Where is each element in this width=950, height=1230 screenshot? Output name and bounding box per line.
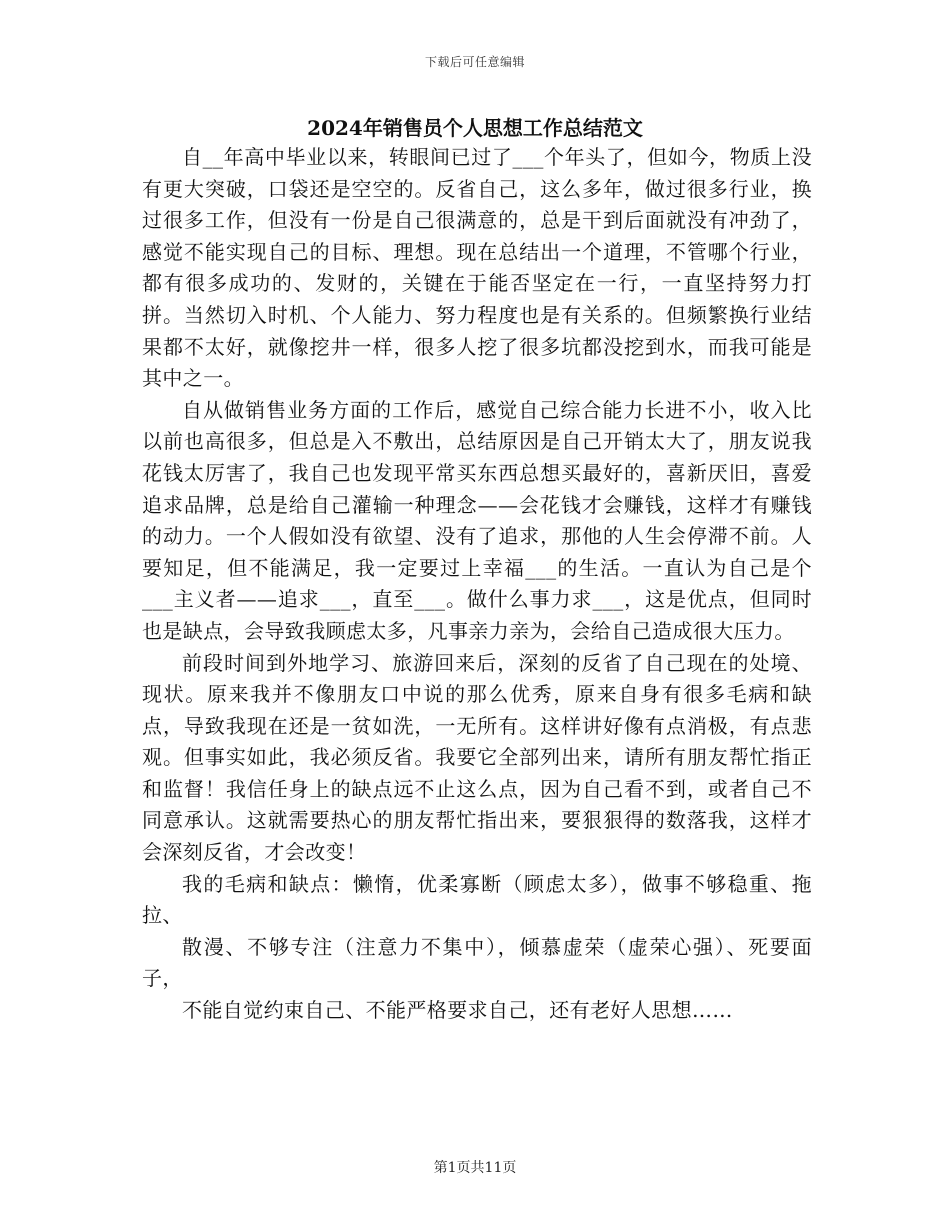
paragraph-2: 自从做销售业务方面的工作后，感觉自己综合能力长进不小，收入比以前也高很多，但总是入不敷出，总结原因是自己开销太大了，朋友说我花钱太厉害了，我自己也发现平常买东西总想买最好的，喜新厌旧，喜爱追求品牌，总是给自己灌输一种理念——会花钱才会赚钱，这样才有赚钱的动力。一个人假如没有欲望、没有了追求，那他的人生会停滞不前。人要知足，但不能满足，我一定要过上幸福___的生活。一直认为自己是个___主义者——追求___，直至___。做什么事力求___，这是优点，但同时也是缺点，会导致我顾虑太多，凡事亲力亲为，会给自己造成很大压力。 [142, 397, 812, 643]
paragraph-6: 不能自觉约束自己、不能严格要求自己，还有老好人思想…… [182, 998, 733, 1023]
page-number: 第1页共11页 [433, 1160, 517, 1176]
header-note: 下载后可任意编辑 [424, 55, 525, 69]
paragraph-1: 自__年高中毕业以来，转眼间已过了___个年头了，但如今，物质上没有更大突破，口袋还是空空的。反省自己，这么多年，做过很多行业，换过很多工作，但没有一份是自己很满意的，总是干到后面就没有冲劲了，感觉不能实现自己的目标、理想。现在总结出一个道理，不管哪个行业，都有很多成功的、发财的，关键在于能否坚定在一行，一直坚持努力打拼。当然切入时机、个人能力、努力程度也是有关系的。但频繁换行业结果都不太好，就像挖井一样，很多人挖了很多坑都没挖到水，而我可能是其中之一。 [142, 145, 812, 391]
document-title: 2024年销售员个人思想工作总结范文 [307, 116, 643, 140]
paragraph-5: 散漫、不够专注（注意力不集中），倾慕虚荣（虚荣心强）、死要面子， [142, 934, 812, 991]
paragraph-4: 我的毛病和缺点：懒惰，优柔寡断（顾虑太多），做事不够稳重、拖拉、 [142, 871, 812, 928]
document-body [142, 142, 812, 1027]
paragraph-3: 前段时间到外地学习、旅游回来后，深刻的反省了自己现在的处境、现状。原来我并不像朋友口中说的那么优秀，原来自身有很多毛病和缺点，导致我现在还是一贫如洗，一无所有。这样讲好像有点消极，有点悲观。但事实如此，我必须反省。我要它全部列出来，请所有朋友帮忙指正和监督！我信任身上的缺点远不止这么点，因为自己看不到，或者自己不同意承认。这就需要热心的朋友帮忙指出来，要狠狠得的数落我，这样才会深刻反省，才会改变！ [142, 650, 812, 865]
